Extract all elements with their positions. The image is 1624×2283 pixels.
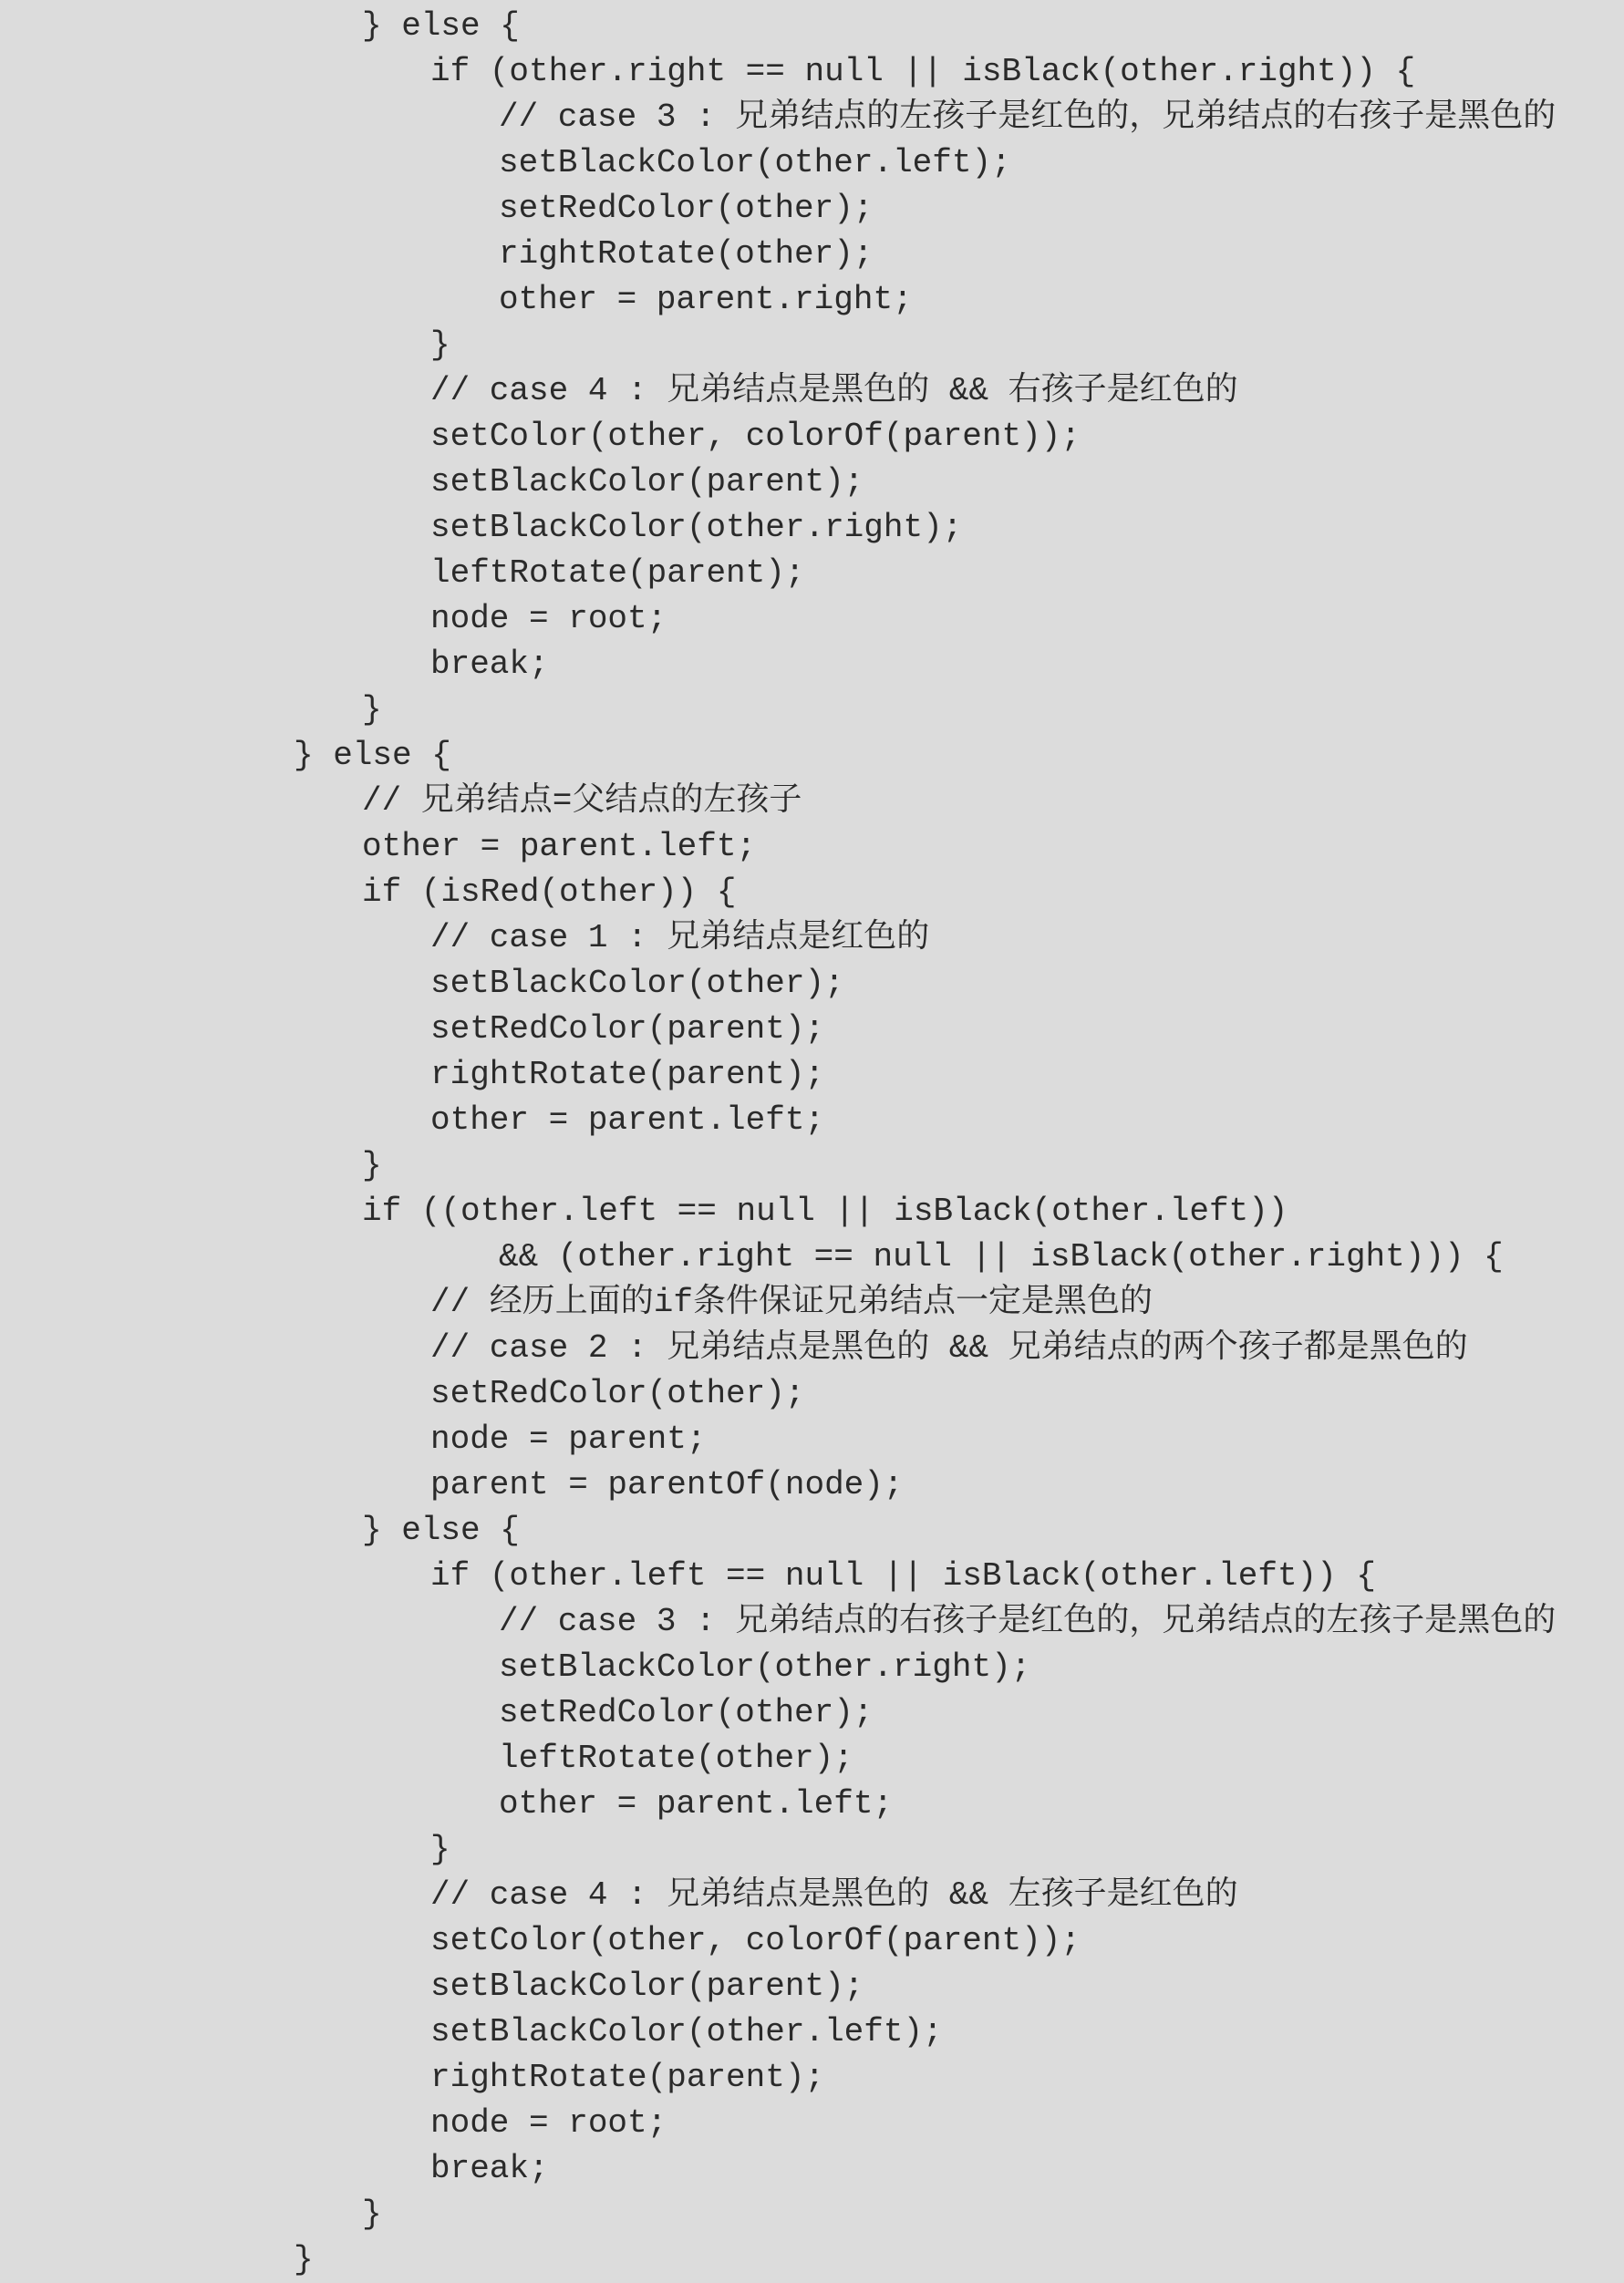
code-line: if (other.left == null || isBlack(other.left)) { bbox=[430, 1557, 1376, 1595]
code-line: rightRotate(other); bbox=[499, 235, 874, 273]
code-line: other = parent.left; bbox=[499, 1785, 894, 1823]
code-line: rightRotate(parent); bbox=[430, 2059, 825, 2096]
code-line: setColor(other, colorOf(parent)); bbox=[430, 1922, 1081, 1959]
code-line: setRedColor(other); bbox=[499, 1694, 874, 1731]
code-line: node = parent; bbox=[430, 1420, 707, 1458]
code-line: setBlackColor(parent); bbox=[430, 463, 864, 501]
code-line: // case 4 : 兄弟结点是黑色的 && 右孩子是红色的 bbox=[430, 372, 1238, 409]
code-line: break; bbox=[430, 2150, 549, 2187]
code-line: break; bbox=[430, 646, 549, 683]
code-line: rightRotate(parent); bbox=[430, 1056, 825, 1093]
code-line: setBlackColor(other.left); bbox=[499, 144, 1011, 181]
code-line: } bbox=[294, 2241, 314, 2278]
code-line: } else { bbox=[362, 7, 520, 45]
code-line: setRedColor(parent); bbox=[430, 1010, 825, 1048]
code-line: } else { bbox=[294, 737, 451, 774]
code-line: if ((other.left == null || isBlack(other.left)) bbox=[362, 1193, 1288, 1230]
code-line: } bbox=[362, 1147, 382, 1184]
code-line: setBlackColor(other.right); bbox=[430, 509, 963, 546]
code-line: leftRotate(parent); bbox=[430, 554, 805, 592]
code-line: // case 2 : 兄弟结点是黑色的 && 兄弟结点的两个孩子都是黑色的 bbox=[430, 1329, 1468, 1367]
code-line: } bbox=[362, 2195, 382, 2233]
code-line: setColor(other, colorOf(parent)); bbox=[430, 418, 1081, 455]
code-line: setBlackColor(other); bbox=[430, 965, 844, 1002]
code-line: setBlackColor(other.right); bbox=[499, 1648, 1031, 1686]
code-line: && (other.right == null || isBlack(other.right))) { bbox=[499, 1238, 1504, 1276]
code-line: setBlackColor(other.left); bbox=[430, 2013, 943, 2051]
code-line: // case 3 : 兄弟结点的左孩子是红色的，兄弟结点的右孩子是黑色的 bbox=[499, 98, 1557, 136]
code-line: } else { bbox=[362, 1512, 520, 1549]
code-line: node = root; bbox=[430, 2104, 667, 2142]
code-line: } bbox=[430, 326, 450, 364]
code-line: parent = parentOf(node); bbox=[430, 1466, 904, 1503]
code-line: other = parent.right; bbox=[499, 281, 913, 318]
code-line: // case 3 : 兄弟结点的右孩子是红色的，兄弟结点的左孩子是黑色的 bbox=[499, 1603, 1557, 1640]
code-line: setRedColor(other); bbox=[430, 1375, 805, 1412]
code-line: node = root; bbox=[430, 600, 667, 637]
code-line: // case 1 : 兄弟结点是红色的 bbox=[430, 919, 930, 956]
code-line: // case 4 : 兄弟结点是黑色的 && 左孩子是红色的 bbox=[430, 1876, 1238, 1914]
code-line: other = parent.left; bbox=[362, 828, 757, 865]
code-line: leftRotate(other); bbox=[499, 1740, 853, 1777]
code-line: } bbox=[362, 691, 382, 728]
code-line: // 经历上面的if条件保证兄弟结点一定是黑色的 bbox=[430, 1284, 1153, 1321]
code-line: } bbox=[430, 1831, 450, 1868]
code-line: // 兄弟结点=父结点的左孩子 bbox=[362, 782, 802, 820]
code-line: setBlackColor(parent); bbox=[430, 1968, 864, 2005]
code-line: if (isRed(other)) { bbox=[362, 873, 737, 911]
code-line: other = parent.left; bbox=[430, 1101, 825, 1139]
code-line: setRedColor(other); bbox=[499, 190, 874, 227]
code-line: if (other.right == null || isBlack(other.right)) { bbox=[430, 53, 1416, 90]
